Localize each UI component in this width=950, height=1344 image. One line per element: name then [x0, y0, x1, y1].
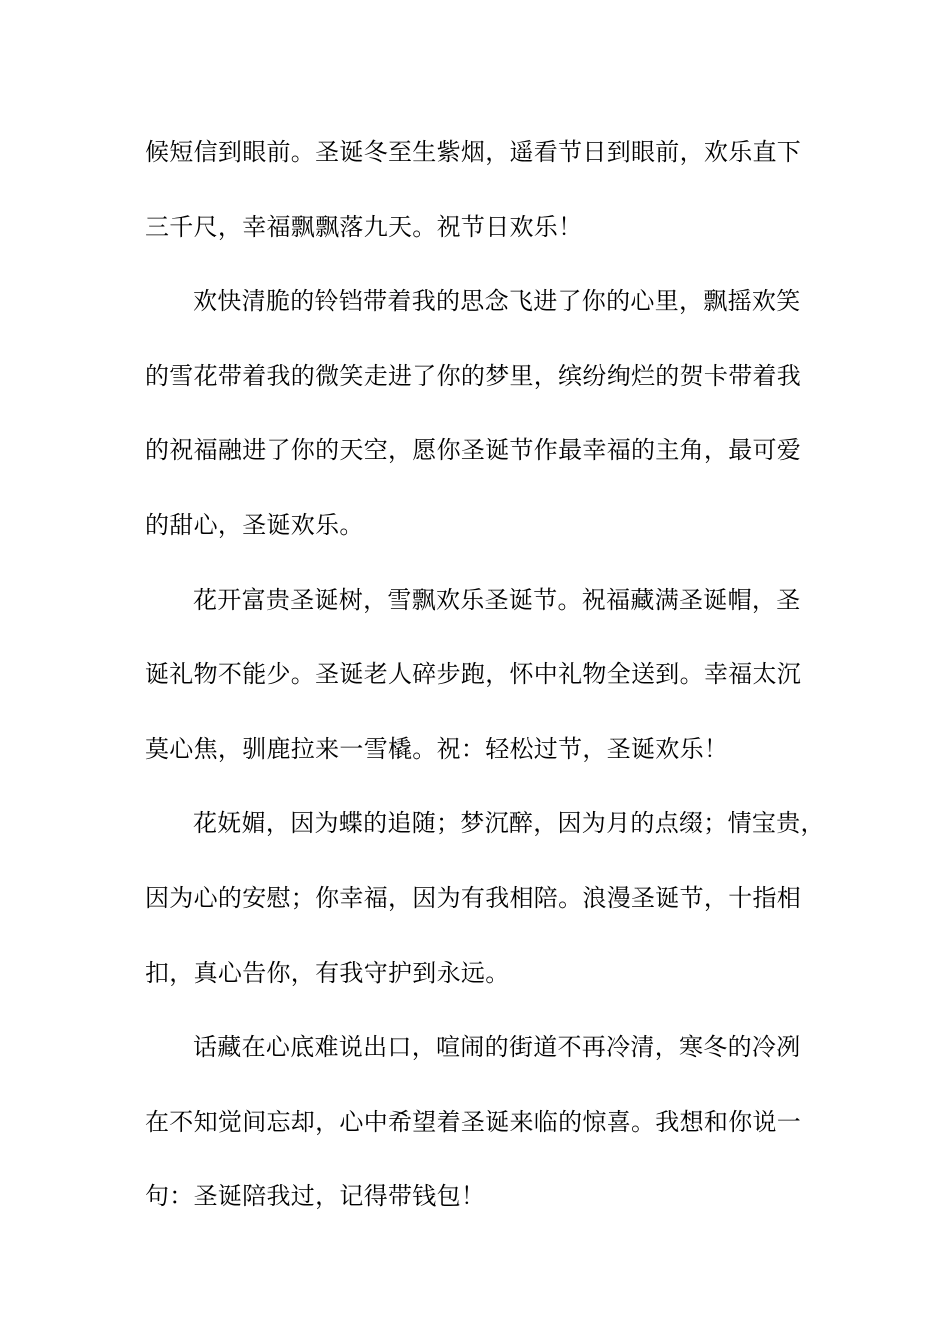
- paragraph-4: [145, 799, 825, 1023]
- paragraph-line: 扣，真心告你，有我守护到永远。: [145, 958, 510, 987]
- paragraph-3: [145, 576, 821, 800]
- paragraph-line: 莫心焦，驯鹿拉来一雪橇。祝：轻松过节，圣诞欢乐！: [145, 734, 729, 763]
- paragraph-line: 的甜心，圣诞欢乐。: [145, 510, 364, 539]
- paragraph-line: 的祝福融进了你的天空，愿你圣诞节作最幸福的主角，最可爱: [145, 436, 802, 465]
- paragraph-line: 候短信到眼前。圣诞冬至生紫烟，遥看节日到眼前，欢乐直下: [145, 138, 802, 166]
- paragraph-line: 诞礼物不能少。圣诞老人碎步跑，怀中礼物全送到。幸福太沉: [145, 660, 802, 689]
- paragraph-5: [145, 1023, 821, 1247]
- paragraph-2: [145, 277, 821, 575]
- paragraph-line: 三千尺，幸福飘飘落九天。祝节日欢乐！: [145, 212, 583, 241]
- paragraph-line: 句：圣诞陪我过，记得带钱包！: [145, 1182, 486, 1211]
- document-body: [145, 128, 825, 1247]
- paragraph-line: 欢快清脆的铃铛带着我的思念飞进了你的心里，飘摇欢笑: [193, 287, 801, 316]
- paragraph-line: 花妩媚，因为蝶的追随；梦沉醉，因为月的点缀；情宝贵，: [193, 809, 825, 838]
- paragraph-1: [145, 128, 821, 277]
- paragraph-line: 话藏在心底难说出口，喧闹的街道不再冷清，寒冬的冷冽: [193, 1033, 801, 1062]
- paragraph-line: 花开富贵圣诞树，雪飘欢乐圣诞节。祝福藏满圣诞帽，圣: [193, 585, 801, 614]
- paragraph-line: 在不知觉间忘却，心中希望着圣诞来临的惊喜。我想和你说一: [145, 1107, 802, 1136]
- paragraph-line: 因为心的安慰；你幸福，因为有我相陪。浪漫圣诞节，十指相: [145, 883, 802, 912]
- paragraph-line: 的雪花带着我的微笑走进了你的梦里，缤纷绚烂的贺卡带着我: [145, 361, 802, 390]
